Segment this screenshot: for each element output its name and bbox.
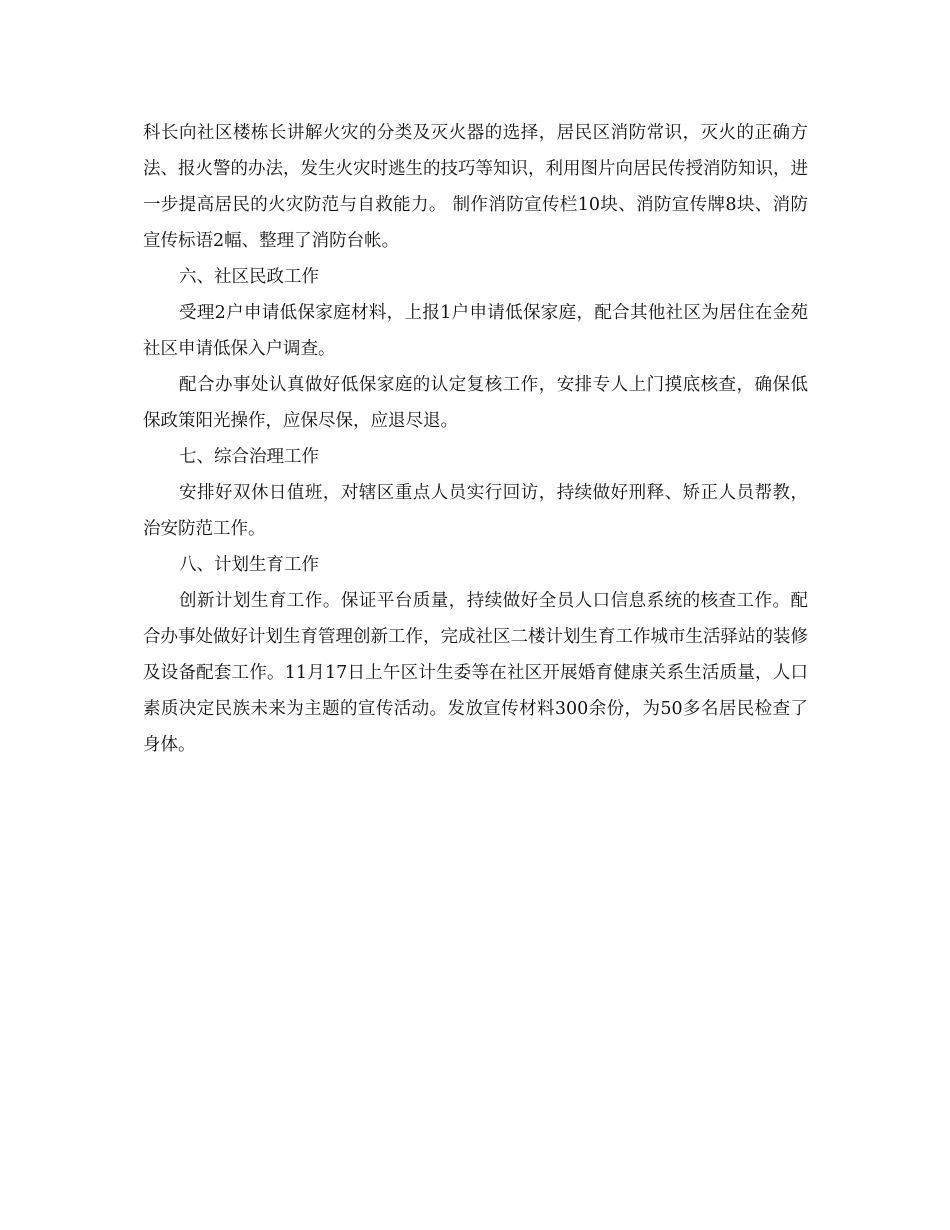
heading-comprehensive-governance: 七、综合治理工作 bbox=[179, 447, 319, 467]
heading-civil-affairs: 六、社区民政工作 bbox=[179, 267, 319, 287]
paragraph-fire-safety: 科长向社区楼栋长讲解火灾的分类及灭火器的选择，居民区消防常识，灭火的正确方法、报火警的办法，发生火灾时逃生的技巧等知识，利用图片向居民传授消防知识，进一步提高居民的火灾防范与自救能力。 制作消防宣传栏10块、消防宣传牌8块、消防宣传标语2幅、整理了消防台帐。 bbox=[143, 123, 808, 251]
paragraph-family-planning-work: 创新计划生育工作。保证平台质量，持续做好全员人口信息系统的核查工作。配合办事处做好计划生育管理创新工作，完成社区二楼计划生育工作城市生活驿站的装修及设备配套工作。11月17日上午区计生委等在社区开展婚育健康关系生活质量，人口素质决定民族未来为主题的宣传活动。发放宣传材料300余份，为50多名居民检查了身体。 bbox=[143, 591, 808, 755]
heading-family-planning: 八、计划生育工作 bbox=[179, 555, 319, 575]
paragraph-low-income-applications: 受理2户申请低保家庭材料，上报1户申请低保家庭，配合其他社区为居住在金苑社区申请低保入户调查。 bbox=[143, 303, 808, 359]
paragraph-low-income-review: 配合办事处认真做好低保家庭的认定复核工作，安排专人上门摸底核查，确保低保政策阳光操作，应保尽保，应退尽退。 bbox=[143, 375, 808, 431]
paragraph-weekend-duty: 安排好双休日值班，对辖区重点人员实行回访，持续做好刑释、矫正人员帮教，治安防范工作。 bbox=[143, 483, 808, 539]
document-body bbox=[143, 115, 808, 763]
